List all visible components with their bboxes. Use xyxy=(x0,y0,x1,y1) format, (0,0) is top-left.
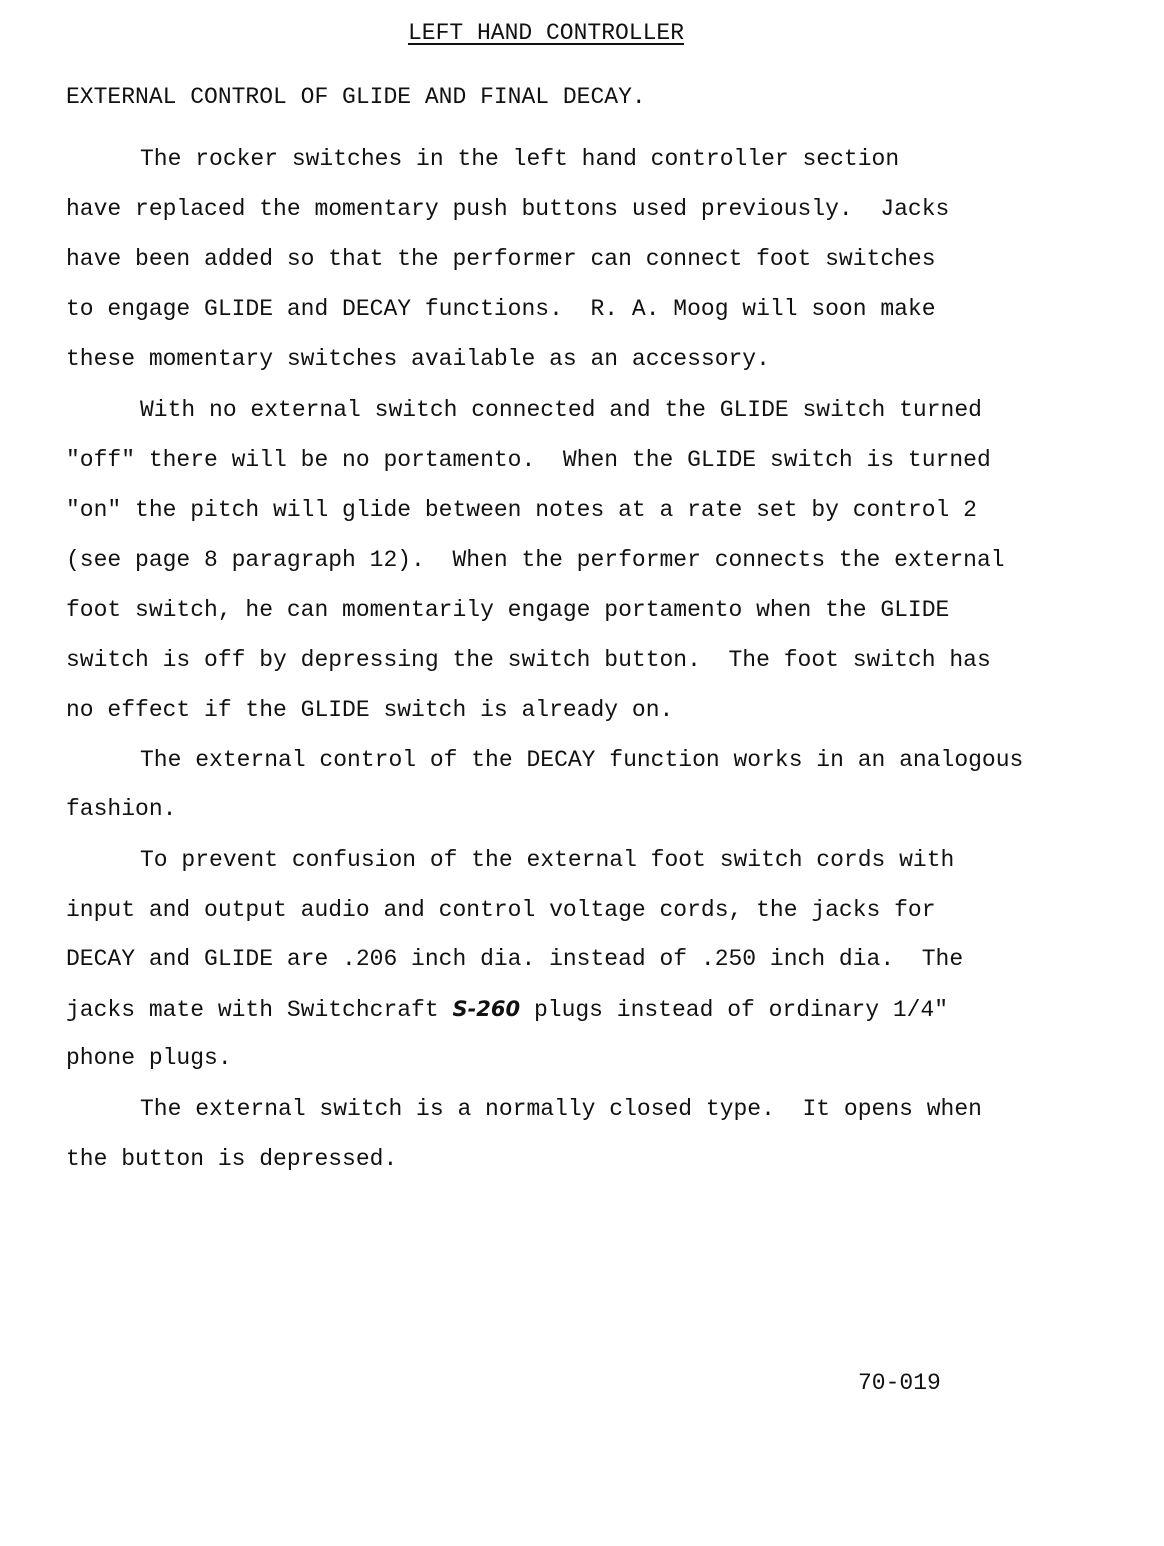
body-line: the button is depressed. xyxy=(66,1146,398,1172)
body-line: The external switch is a normally closed type. It opens when xyxy=(140,1096,982,1122)
body-line xyxy=(66,994,948,1025)
body-line: "on" the pitch will glide between notes at a rate set by control 2 xyxy=(66,497,977,523)
body-line: have been added so that the performer can connect foot switches xyxy=(66,246,936,272)
body-line-end: plugs instead of ordinary 1/4" xyxy=(520,997,949,1023)
body-line: switch is off by depressing the switch button. The foot switch has xyxy=(66,647,991,673)
body-line: have replaced the momentary push buttons used previously. Jacks xyxy=(66,196,950,222)
body-line: With no external switch connected and the GLIDE switch turned xyxy=(140,397,982,423)
page-number: 70-019 xyxy=(858,1370,941,1396)
body-line: The rocker switches in the left hand controller section xyxy=(140,146,900,172)
handwritten-part-number: S-260 xyxy=(452,997,521,1021)
body-line: The external control of the DECAY function works in an analogous xyxy=(140,747,1024,773)
body-line: phone plugs. xyxy=(66,1045,232,1071)
body-line: foot switch, he can momentarily engage portamento when the GLIDE xyxy=(66,597,950,623)
body-line: input and output audio and control voltage cords, the jacks for xyxy=(66,897,936,923)
section-heading: EXTERNAL CONTROL OF GLIDE AND FINAL DECAY. xyxy=(66,84,646,110)
body-line: to engage GLIDE and DECAY functions. R. A. Moog will soon make xyxy=(66,296,936,322)
body-line: these momentary switches available as an accessory. xyxy=(66,346,770,372)
page-title: LEFT HAND CONTROLLER xyxy=(407,20,685,46)
body-line: fashion. xyxy=(66,796,177,822)
body-line: To prevent confusion of the external foot switch cords with xyxy=(140,847,955,873)
body-line-start: jacks mate with Switchcraft xyxy=(66,997,453,1023)
body-line: no effect if the GLIDE switch is already on. xyxy=(66,697,674,723)
body-line: "off" there will be no portamento. When the GLIDE switch is turned xyxy=(66,447,991,473)
body-line: DECAY and GLIDE are .206 inch dia. instead of .250 inch dia. The xyxy=(66,946,964,972)
body-line: (see page 8 paragraph 12). When the performer connects the external xyxy=(66,547,1005,573)
